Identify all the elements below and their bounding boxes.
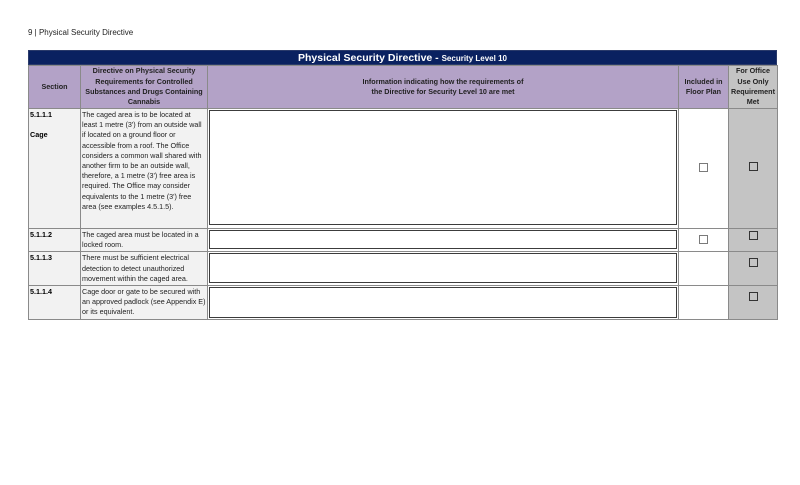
office-requirement-checkbox[interactable] bbox=[749, 292, 758, 301]
table-row bbox=[29, 109, 778, 229]
info-cell bbox=[208, 252, 679, 286]
info-input[interactable] bbox=[209, 253, 677, 283]
info-cell bbox=[208, 286, 679, 320]
table-row bbox=[29, 252, 778, 286]
form-title-sub: Security Level 10 bbox=[441, 54, 507, 63]
floor-plan-checkbox[interactable] bbox=[699, 163, 708, 172]
page-header: 9 | Physical Security Directive bbox=[28, 28, 134, 37]
form-title bbox=[28, 50, 777, 65]
info-cell bbox=[208, 229, 679, 252]
column-header-section: Section bbox=[29, 66, 81, 109]
section-number: 5.1.1.1 bbox=[30, 110, 52, 119]
column-header-directive: Directive on Physical Security Requirements for Controlled Substances and Drugs Containing Cannabis bbox=[81, 66, 208, 109]
floor-plan-cell bbox=[679, 109, 729, 229]
office-use-cell bbox=[729, 109, 778, 229]
directive-text: The caged area is to be located at least 1 metre (3') from an outside wall if located on a ground floor or accessible from a roof. The Office considers a common wall shared with another firm to be an outside wall, therefore, a 1 metre (3') free area is required. The Office may consider equivalents to the 1 metre (3') free area (see examples 4.5.1.5). bbox=[81, 109, 208, 229]
info-cell bbox=[208, 109, 679, 229]
info-input[interactable] bbox=[209, 230, 677, 249]
column-header-info: Information indicating how the requirements of the Directive for Security Level 10 are met bbox=[208, 66, 679, 109]
table-row bbox=[29, 229, 778, 252]
section-cell bbox=[29, 109, 81, 229]
office-requirement-checkbox[interactable] bbox=[749, 162, 758, 171]
floor-plan-cell bbox=[679, 286, 729, 320]
floor-plan-cell bbox=[679, 252, 729, 286]
info-input[interactable] bbox=[209, 287, 677, 318]
floor-plan-cell bbox=[679, 229, 729, 252]
directive-text: Cage door or gate to be secured with an approved padlock (see Appendix E) or its equivalent. bbox=[81, 286, 208, 320]
office-requirement-checkbox[interactable] bbox=[749, 231, 758, 240]
section-number: 5.1.1.2 bbox=[29, 229, 81, 252]
office-use-cell bbox=[729, 252, 778, 286]
table-header-row bbox=[29, 66, 778, 109]
office-requirement-checkbox[interactable] bbox=[749, 258, 758, 267]
office-use-cell bbox=[729, 229, 778, 252]
column-header-office-use: For Office Use Only Requirement Met bbox=[729, 66, 778, 109]
directive-text: The caged area must be located in a locked room. bbox=[81, 229, 208, 252]
section-number: 5.1.1.3 bbox=[29, 252, 81, 286]
table-row bbox=[29, 286, 778, 320]
info-input[interactable] bbox=[209, 110, 677, 225]
directive-text: There must be sufficient electrical detection to detect unauthorized movement within the caged area. bbox=[81, 252, 208, 286]
office-use-cell bbox=[729, 286, 778, 320]
security-directive-form bbox=[28, 50, 777, 320]
section-subtitle: Cage bbox=[30, 130, 48, 140]
column-header-floor-plan: Included in Floor Plan bbox=[679, 66, 729, 109]
section-number: 5.1.1.4 bbox=[29, 286, 81, 320]
requirements-table bbox=[28, 65, 778, 320]
form-title-main: Physical Security Directive - bbox=[298, 52, 442, 64]
floor-plan-checkbox[interactable] bbox=[699, 235, 708, 244]
